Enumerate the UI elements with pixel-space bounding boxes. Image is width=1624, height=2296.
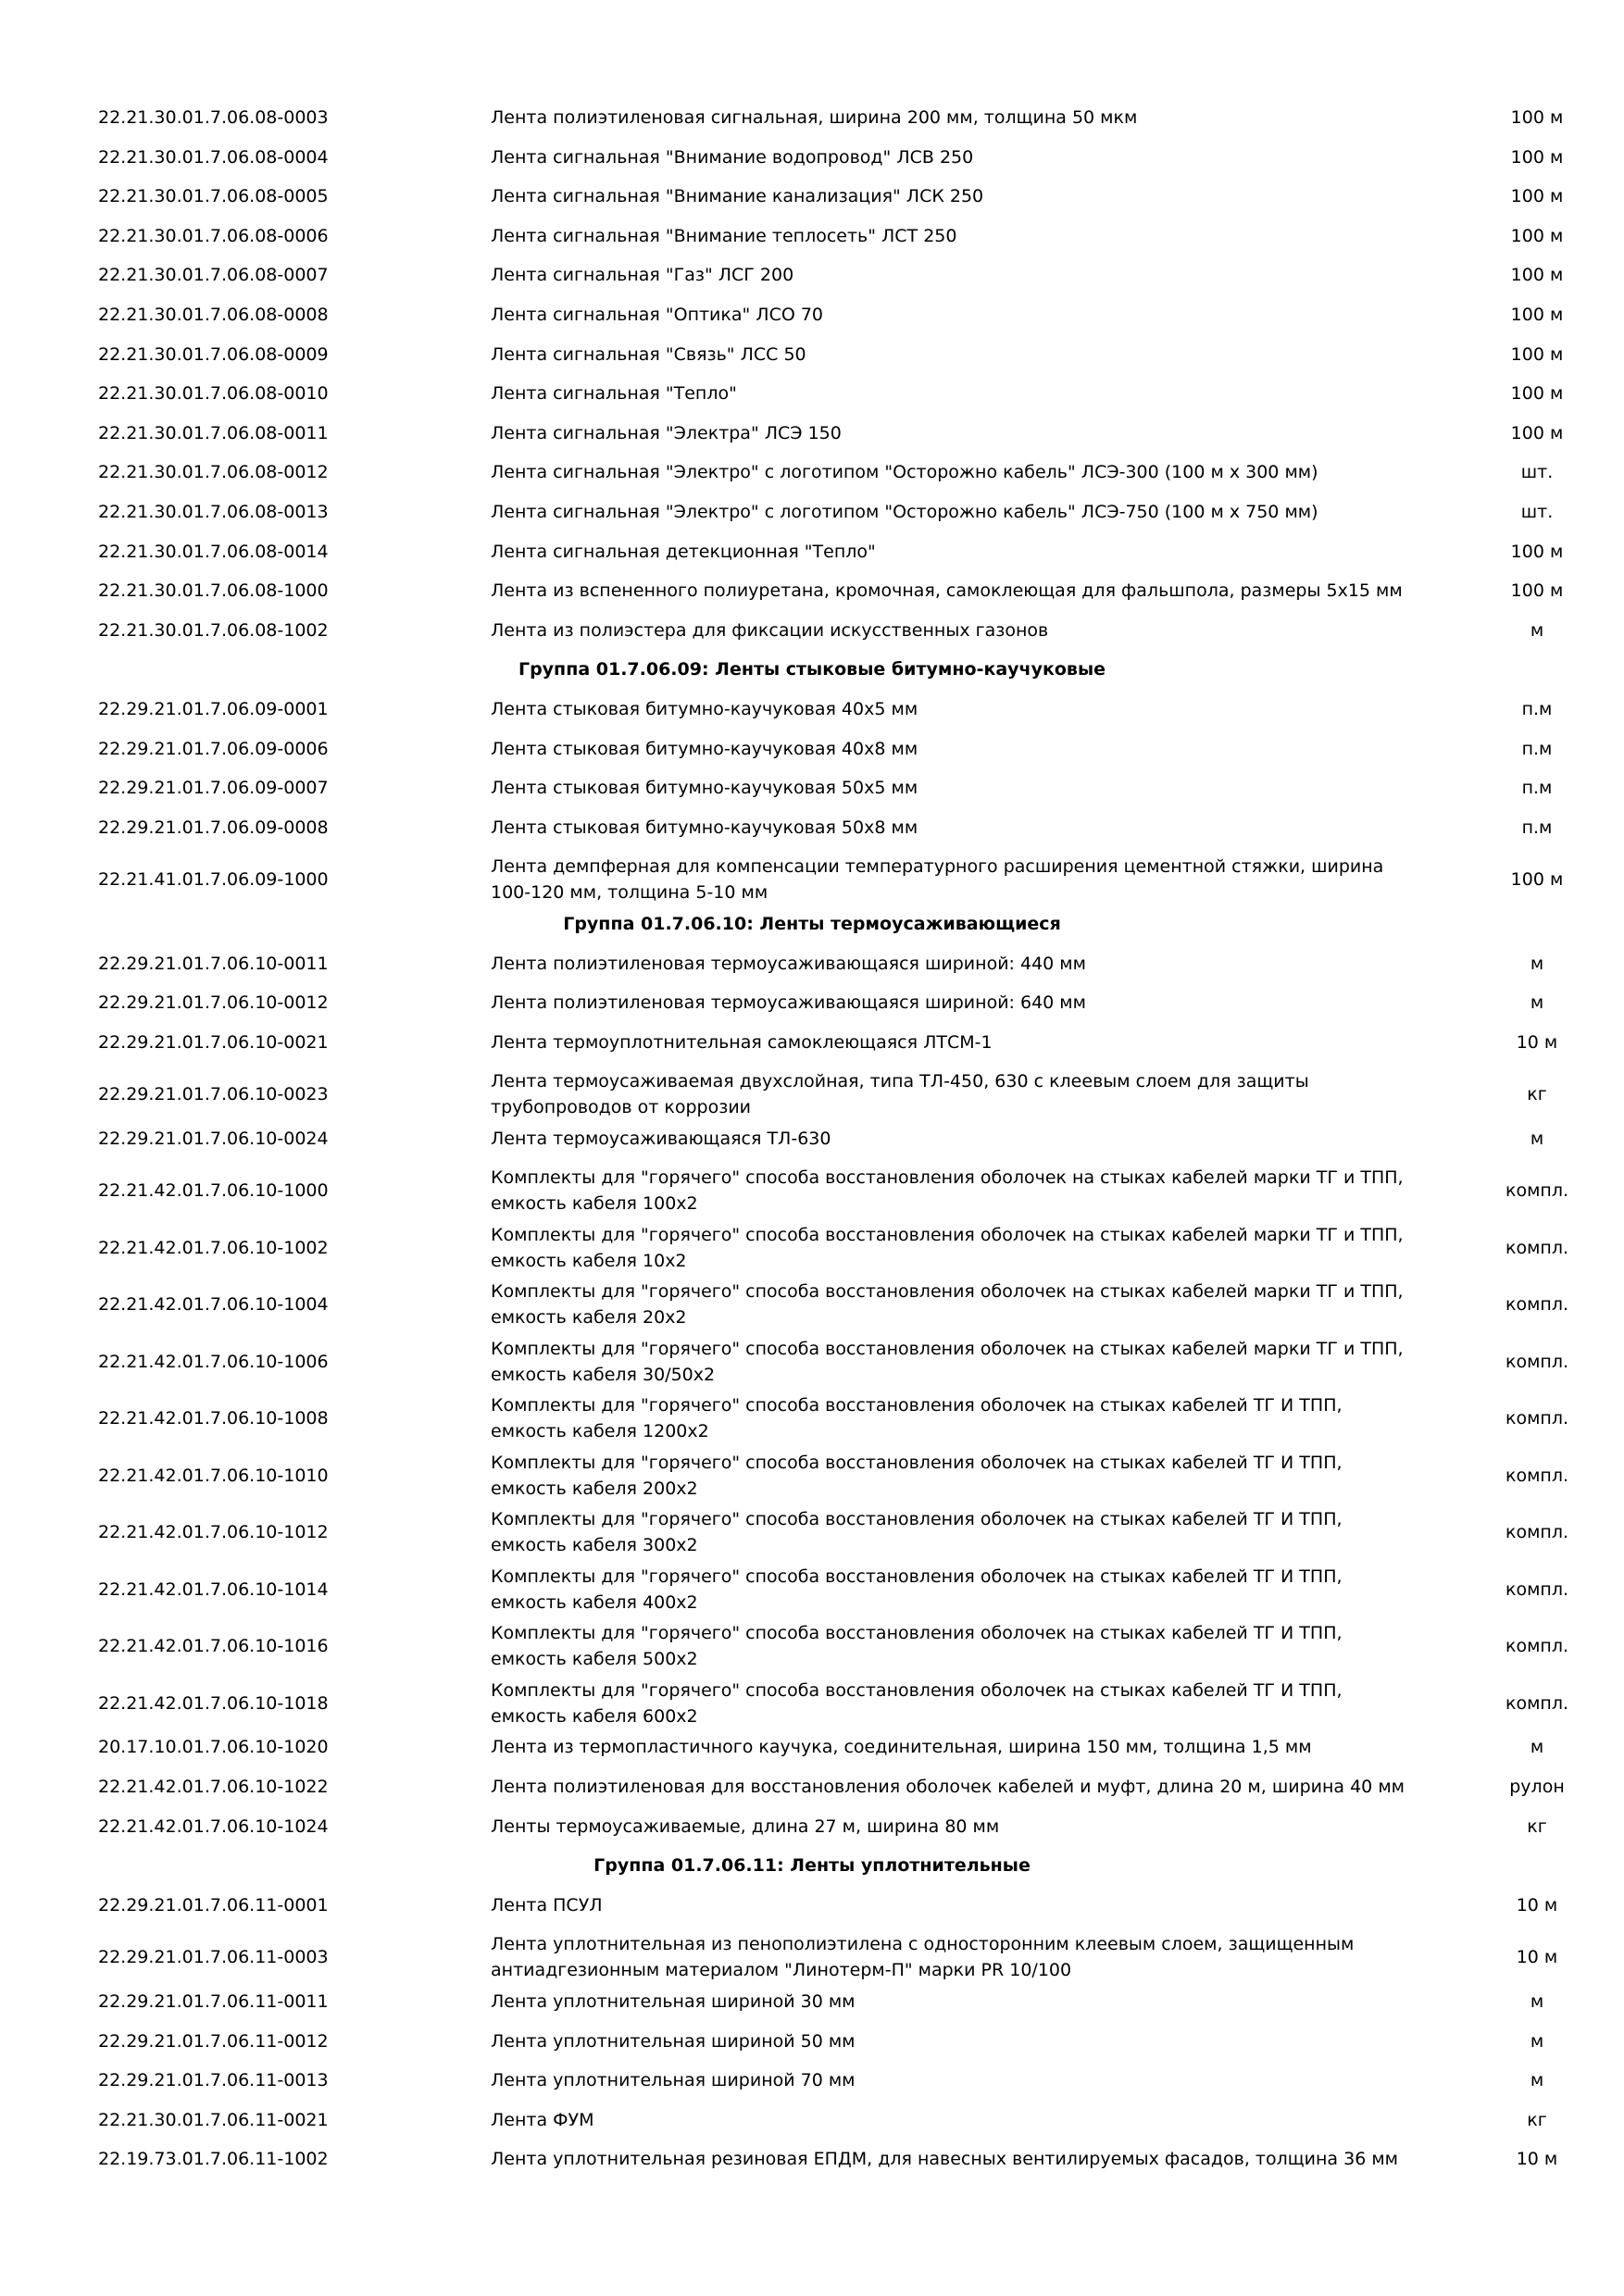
resource-code: 22.21.30.01.7.06.08-0008 [98,305,329,325]
resource-code: 22.29.21.01.7.06.09-0001 [98,699,329,719]
unit-of-measure: 100 м [1510,541,1564,562]
table-row [0,1029,1624,1055]
resource-name: Лента сигнальная "Внимание теплосеть" ЛСТ 250 [491,225,957,246]
unit-of-measure: 10 м [1516,1947,1558,1968]
table-row [0,1392,1624,1444]
resource-name: Комплекты для "горячего" способа восстановления оболочек на стыках кабелей ТГ И ТПП, емкость кабеля 300х2 [491,1509,1343,1556]
resource-code: 22.21.30.01.7.06.08-0007 [98,265,329,286]
table-row [0,1279,1624,1330]
resource-name: Лента уплотнительная шириной 70 мм [491,2070,856,2091]
resource-code: 22.29.21.01.7.06.11-0003 [98,1947,329,1968]
table-row [0,951,1624,977]
table-row [0,499,1624,525]
unit-of-measure: компл. [1505,1578,1569,1600]
resource-code: 22.29.21.01.7.06.11-0011 [98,1990,329,2012]
resource-name: Лента сигнальная "Электра" ЛСЭ 150 [491,422,842,443]
resource-name: Лента сигнальная "Внимание канализация" ЛСК 250 [491,186,984,207]
resource-name: Лента из термопластичного каучука, соединительная, ширина 150 мм, толщина 1,5 мм [491,1737,1312,1758]
unit-of-measure: п.м [1521,738,1553,759]
resource-code: 22.21.30.01.7.06.08-0009 [98,343,329,365]
resource-code: 20.17.10.01.7.06.10-1020 [98,1737,329,1758]
resource-code: 22.29.21.01.7.06.11-0012 [98,2030,329,2052]
unit-of-measure: 100 м [1510,422,1564,443]
table-row [0,736,1624,762]
unit-of-measure: 100 м [1510,265,1564,286]
resource-code: 22.19.73.01.7.06.11-1002 [98,2149,329,2170]
resource-code: 22.21.30.01.7.06.08-0012 [98,462,329,483]
table-row [0,420,1624,446]
unit-of-measure: п.м [1521,699,1553,719]
unit-of-measure: кг [1527,2109,1547,2130]
resource-name: Лента сигнальная "Газ" ЛСГ 200 [491,265,794,286]
resource-name: Лента термоусаживаемая двухслойная, типа ТЛ-450, 630 с клеевым слоем для защиты трубопроводов от коррозии [491,1071,1309,1118]
resource-code: 22.21.42.01.7.06.10-1010 [98,1465,329,1486]
unit-of-measure: кг [1527,1816,1547,1837]
table-row [0,775,1624,801]
unit-of-measure: 100 м [1510,343,1564,365]
resource-name: Лента сигнальная "Внимание водопровод" ЛСВ 250 [491,146,974,168]
resource-code: 22.21.42.01.7.06.10-1016 [98,1636,329,1657]
table-row [0,1126,1624,1152]
unit-of-measure: компл. [1505,1237,1569,1258]
resource-name: Комплекты для "горячего" способа восстановления оболочек на стыках кабелей ТГ И ТПП, емкость кабеля 600х2 [491,1679,1343,1727]
resource-code: 22.21.30.01.7.06.08-0005 [98,186,329,207]
table-row [0,578,1624,604]
table-row [0,1892,1624,1918]
resource-name: Лента уплотнительная из пенополиэтилена с односторонним клеевым слоем, защищенным антиадгезионным материалом "Линотерм-П" марки PR 10/100 [491,1934,1355,1981]
unit-of-measure: 100 м [1510,869,1564,891]
group-heading: Группа 01.7.06.11: Ленты уплотнительные [593,1855,1031,1877]
table-row [0,183,1624,209]
resource-name: Комплекты для "горячего" способа восстановления оболочек на стыках кабелей ТГ И ТПП, емкость кабеля 200х2 [491,1452,1343,1499]
resource-code: 22.21.42.01.7.06.10-1008 [98,1408,329,1429]
table-row [0,381,1624,406]
table-row [0,618,1624,643]
resource-name: Комплекты для "горячего" способа восстановления оболочек на стыках кабелей марки ТГ и ТПП, емкость кабеля 100х2 [491,1167,1404,1215]
unit-of-measure: шт. [1520,462,1554,483]
resource-code: 22.21.41.01.7.06.09-1000 [98,869,329,891]
unit-of-measure: 100 м [1510,305,1564,325]
table-row [0,223,1624,249]
resource-code: 22.21.42.01.7.06.10-1000 [98,1180,329,1202]
resource-name: Лента полиэтиленовая сигнальная, ширина 200 мм, толщина 50 мкм [491,107,1138,128]
table-row [0,302,1624,328]
unit-of-measure: компл. [1505,1465,1569,1486]
resource-code: 22.29.21.01.7.06.09-0007 [98,778,329,799]
resource-code: 22.21.42.01.7.06.10-1004 [98,1294,329,1316]
resource-code: 22.29.21.01.7.06.10-0012 [98,992,329,1014]
resource-name: Лента уплотнительная шириной 50 мм [491,2030,856,2052]
unit-of-measure: 100 м [1510,146,1564,168]
resource-code: 22.29.21.01.7.06.10-0023 [98,1084,329,1105]
resource-name: Лента из вспененного полиуретана, кромочная, самоклеющая для фальшпола, размеры 5x15 мм [491,580,1403,602]
unit-of-measure: м [1530,2070,1544,2091]
resource-code: 22.21.42.01.7.06.10-1018 [98,1692,329,1714]
resource-code: 22.21.42.01.7.06.10-1024 [98,1816,329,1837]
table-row [0,262,1624,288]
unit-of-measure: компл. [1505,1692,1569,1714]
table-row [0,1620,1624,1672]
resource-code: 22.21.30.01.7.06.08-0014 [98,541,329,562]
unit-of-measure: компл. [1505,1522,1569,1543]
resource-name: Лента полиэтиленовая термоусаживающаяся шириной: 440 мм [491,953,1086,974]
table-row [0,1506,1624,1558]
table-row [0,1814,1624,1840]
resource-name: Комплекты для "горячего" способа восстановления оболочек на стыках кабелей марки ТГ и ТПП, емкость кабеля 30/50х2 [491,1338,1404,1385]
resource-code: 22.21.42.01.7.06.10-1012 [98,1522,329,1543]
unit-of-measure: п.м [1521,778,1553,799]
resource-name: Лента сигнальная "Связь" ЛСС 50 [491,343,806,365]
resource-name: Лента стыковая битумно-каучуковая 50х5 мм [491,778,918,799]
resource-name: Лента стыковая битумно-каучуковая 40х8 мм [491,738,918,759]
table-row [0,2107,1624,2133]
group-heading: Группа 01.7.06.09: Ленты стыковые битумно-каучуковые [518,659,1106,680]
table-row [0,2028,1624,2054]
unit-of-measure: 100 м [1510,580,1564,602]
unit-of-measure: компл. [1505,1294,1569,1316]
table-row [0,815,1624,841]
resource-name: Лента полиэтиленовая для восстановления оболочек кабелей и муфт, длина 20 м, ширина 40 мм [491,1777,1405,1797]
resource-code: 22.29.21.01.7.06.10-0011 [98,953,329,974]
unit-of-measure: 100 м [1510,225,1564,246]
unit-of-measure: компл. [1505,1408,1569,1429]
resource-code: 22.21.30.01.7.06.08-0011 [98,422,329,443]
resource-code: 22.21.30.01.7.06.08-0004 [98,146,329,168]
resource-name: Лента термоусаживающаяся ТЛ-630 [491,1128,831,1149]
resource-name: Лента сигнальная "Электро" с логотипом "Осторожно кабель" ЛСЭ-300 (100 м х 300 мм) [491,462,1318,483]
table-row [0,1165,1624,1217]
unit-of-measure: компл. [1505,1636,1569,1657]
resource-code: 22.29.21.01.7.06.09-0006 [98,738,329,759]
resource-name: Лента термоуплотнительная самоклеющаяся ЛТСМ-1 [491,1031,993,1053]
unit-of-measure: 10 м [1516,1031,1558,1053]
unit-of-measure: 100 м [1510,383,1564,405]
resource-code: 22.29.21.01.7.06.11-0013 [98,2070,329,2091]
resource-name: Лента сигнальная "Тепло" [491,383,737,405]
unit-of-measure: компл. [1505,1351,1569,1372]
resource-name: Лента стыковая битумно-каучуковая 40х5 мм [491,699,918,719]
table-row [0,1931,1624,1983]
unit-of-measure: кг [1527,1084,1547,1105]
table-row [0,539,1624,565]
unit-of-measure: м [1530,992,1544,1014]
unit-of-measure: п.м [1521,817,1553,838]
resource-code: 22.21.30.01.7.06.08-1000 [98,580,329,602]
table-row [0,1336,1624,1388]
table-row [0,144,1624,170]
table-row [0,1068,1624,1120]
table-row [0,1222,1624,1274]
table-row [0,342,1624,368]
table-row [0,1774,1624,1800]
resource-name: Лента ФУМ [491,2109,594,2130]
resource-code: 22.21.42.01.7.06.10-1022 [98,1777,329,1797]
resource-name: Лента уплотнительная шириной 30 мм [491,1990,856,2012]
table-row [0,696,1624,722]
resource-name: Комплекты для "горячего" способа восстановления оболочек на стыках кабелей ТГ И ТПП, емкость кабеля 1200х2 [491,1395,1343,1442]
resource-code: 22.21.42.01.7.06.10-1014 [98,1578,329,1600]
resource-name: Комплекты для "горячего" способа восстановления оболочек на стыках кабелей ТГ И ТПП, емкость кабеля 400х2 [491,1566,1343,1613]
resource-name: Лента полиэтиленовая термоусаживающаяся шириной: 640 мм [491,992,1086,1014]
resource-name: Ленты термоусаживаемые, длина 27 м, ширина 80 мм [491,1816,1000,1837]
unit-of-measure: м [1530,1990,1544,2012]
table-row [0,1564,1624,1616]
table-row [0,1678,1624,1729]
table-row [0,2067,1624,2093]
unit-of-measure: м [1530,1737,1544,1758]
unit-of-measure: компл. [1505,1180,1569,1202]
resource-name: Лента сигнальная "Оптика" ЛСО 70 [491,305,824,325]
table-row [0,459,1624,485]
resource-code: 22.21.30.01.7.06.08-1002 [98,619,329,641]
resource-name: Лента демпферная для компенсации температурного расширения цементной стяжки, ширина 100-120 мм, толщина 5-10 мм [491,856,1384,904]
table-row [0,854,1624,905]
table-row [0,2146,1624,2172]
unit-of-measure: м [1530,2030,1544,2052]
group-heading: Группа 01.7.06.10: Ленты термоусаживающиеся [563,913,1061,934]
resource-name: Лента сигнальная "Электро" с логотипом "Осторожно кабель" ЛСЭ-750 (100 м х 750 мм) [491,502,1318,522]
resource-code: 22.21.42.01.7.06.10-1002 [98,1237,329,1258]
resource-name: Лента уплотнительная резиновая ЕПДМ, для навесных вентилируемых фасадов, толщина 36 мм [491,2149,1398,2170]
resource-name: Лента сигнальная детекционная "Тепло" [491,541,876,562]
resource-code: 22.21.42.01.7.06.10-1006 [98,1351,329,1372]
resource-name: Лента ПСУЛ [491,1894,603,1915]
unit-of-measure: м [1530,953,1544,974]
unit-of-measure: м [1530,1128,1544,1149]
unit-of-measure: рулон [1509,1777,1565,1797]
resource-name: Комплекты для "горячего" способа восстановления оболочек на стыках кабелей ТГ И ТПП, емкость кабеля 500х2 [491,1623,1343,1670]
resource-name: Комплекты для "горячего" способа восстановления оболочек на стыках кабелей марки ТГ и ТПП, емкость кабеля 10х2 [491,1224,1404,1271]
unit-of-measure: 10 м [1516,1894,1558,1915]
unit-of-measure: шт. [1520,502,1554,522]
unit-of-measure: 10 м [1516,2149,1558,2170]
resource-code: 22.21.30.01.7.06.11-0021 [98,2109,329,2130]
resource-name: Комплекты для "горячего" способа восстановления оболочек на стыках кабелей марки ТГ и ТПП, емкость кабеля 20х2 [491,1281,1404,1329]
resource-code: 22.21.30.01.7.06.08-0013 [98,502,329,522]
resource-code: 22.29.21.01.7.06.10-0024 [98,1128,329,1149]
table-row [0,1989,1624,2015]
table-row [0,105,1624,131]
resource-name: Лента стыковая битумно-каучуковая 50х8 мм [491,817,918,838]
unit-of-measure: 100 м [1510,107,1564,128]
resource-name: Лента из полиэстера для фиксации искусственных газонов [491,619,1049,641]
resource-code: 22.29.21.01.7.06.10-0021 [98,1031,329,1053]
table-row [0,990,1624,1016]
unit-of-measure: 100 м [1510,186,1564,207]
unit-of-measure: м [1530,619,1544,641]
table-row [0,1734,1624,1760]
resource-code: 22.21.30.01.7.06.08-0010 [98,383,329,405]
resource-code: 22.29.21.01.7.06.11-0001 [98,1894,329,1915]
resource-code: 22.21.30.01.7.06.08-0003 [98,107,329,128]
resource-code: 22.29.21.01.7.06.09-0008 [98,817,329,838]
resource-code: 22.21.30.01.7.06.08-0006 [98,225,329,246]
table-row [0,1450,1624,1502]
